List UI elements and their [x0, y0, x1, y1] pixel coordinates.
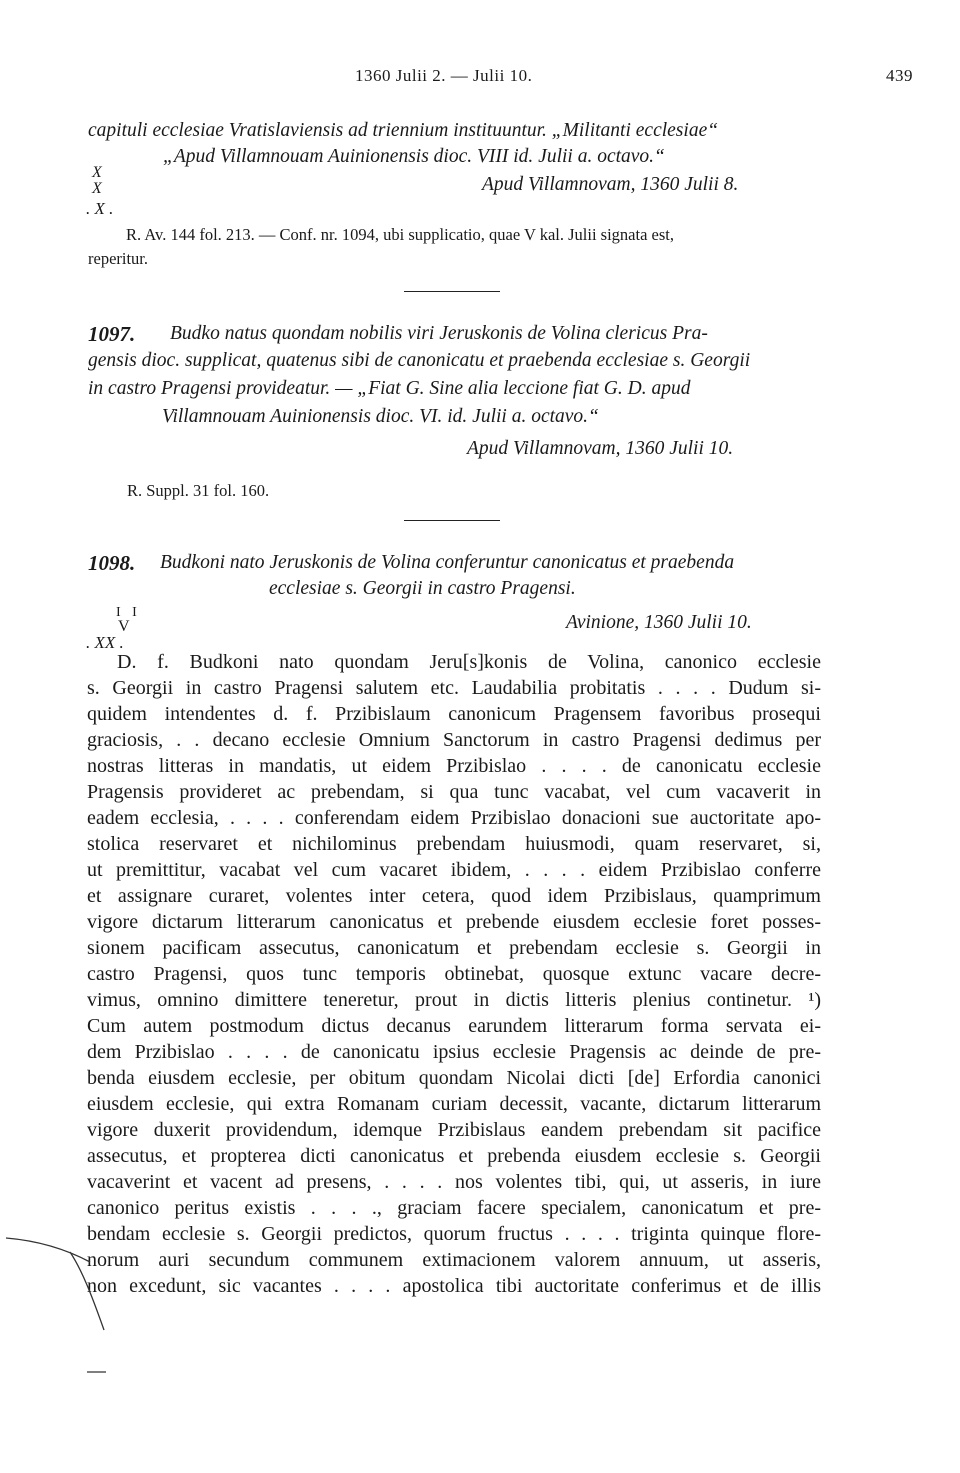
- body-line: canonico peritus existis . . . ., graciam facere specialem, canonicatum et pre-: [87, 1197, 821, 1219]
- entry-1097-line-1: Budko natus quondam nobilis viri Jeruskonis de Volina clericus Pra-: [170, 323, 708, 344]
- entry-1098-title-1: Budkoni nato Jeruskonis de Volina conferuntur canonicatus et praebenda: [160, 552, 735, 573]
- entry-1098-mark-bottom: . XX .: [86, 633, 124, 652]
- body-line: Cum autem postmodum dictus decanus earundem litterarum forma servata ei-: [87, 1015, 821, 1037]
- entry-1098-place-date: Avinione, 1360 Julii 10.: [566, 612, 752, 633]
- separator-rule: [404, 520, 500, 521]
- running-header: 1360 Julii 2. — Julii 10.: [355, 66, 533, 85]
- body-line: stolica reservaret et nichilominus prebendam huiusmodi, quam reservaret, si,: [87, 833, 821, 855]
- body-line: vimus, omnino dimittere teneretur, prout in dictis litteris plenius continetur. ¹): [87, 989, 821, 1011]
- entry-1097-source: R. Suppl. 31 fol. 160.: [127, 481, 270, 500]
- prev-entry-source-2: reperitur.: [88, 249, 149, 268]
- entry-1098-body: [87, 649, 821, 1299]
- body-line: vacaverint et vacent ad presens, . . . . nos volentes tibi, qui, ut asseris, in iure: [87, 1171, 821, 1193]
- entry-1098-mark-mid: V: [118, 618, 130, 635]
- body-line: norum auri secundum communem extimacionem valorem annuum, ut asseris,: [87, 1249, 821, 1271]
- prev-entry-place-date: Apud Villamnovam, 1360 Julii 8.: [482, 174, 739, 195]
- prev-entry-source-1: R. Av. 144 fol. 213. — Conf. nr. 1094, ubi supplicatio, quae V kal. Julii signata est,: [126, 225, 674, 244]
- body-line: vigore duxerit providendum, idemque Przibislaus eandem prebendam sit pacifice: [87, 1119, 821, 1141]
- body-line: graciosis, . . decano ecclesie Omnium Sanctorum in castro Pragensi dedimus per: [87, 729, 821, 751]
- body-line: dem Przibislao . . . . de canonicatu ipsius ecclesie Pragensis ac deinde de pre-: [87, 1041, 821, 1063]
- entry-1098-mark-top: I I: [116, 605, 141, 620]
- entry-1098-title-2: ecclesiae s. Georgii in castro Pragensi.: [269, 578, 576, 599]
- prev-mark-top: X: [92, 164, 102, 181]
- prev-mark-bottom: . X .: [86, 199, 114, 218]
- body-line: eadem ecclesia, . . . . conferendam eidem Przibislao donacioni sue auctoritate apo-: [87, 807, 821, 829]
- body-line: Pragensis provideret ac prebendam, si qua tunc vacabat, vel cum vacaverit in: [87, 781, 821, 803]
- entry-1097-line-2: gensis dioc. supplicat, quatenus sibi de canonicatu et praebenda ecclesiae s. Georgii: [88, 350, 751, 371]
- entry-number-1097: 1097.: [88, 322, 136, 346]
- body-line: nostras litteras in mandatis, ut eidem Przibislao . . . . de canonicatu ecclesie: [87, 755, 821, 777]
- body-line: sionem pacificam assecutus, canonicatum et prebendam ecclesie s. Georgii in: [87, 937, 821, 959]
- entry-1097-line-3: in castro Pragensi provideatur. — „Fiat G. Sine alia leccione fiat G. D. apud: [88, 378, 691, 399]
- margin-pen-stroke: [0, 1200, 140, 1340]
- body-line: s. Georgii in castro Pragensi salutem etc. Laudabilia probitatis . . . . Dudum si-: [87, 677, 821, 699]
- underline-stroke: [86, 1367, 108, 1377]
- body-line: vigore dictarum litterarum canonicatus et prebende eiusdem ecclesie foret posses-: [87, 911, 821, 933]
- body-line: D. f. Budkoni nato quondam Jeru[s]konis de Volina, canonico ecclesie: [117, 651, 821, 673]
- prev-mark-mid: X: [92, 180, 102, 197]
- body-line: eiusdem ecclesie, qui extra Romanam curiam decessit, vacante, dictarum litterarum: [87, 1093, 821, 1115]
- entry-1097-line-4: Villamnouam Auinionensis dioc. VI. id. Julii a. octavo.“: [162, 406, 599, 427]
- body-line: bendam ecclesie s. Georgii predictos, quorum fructus . . . . triginta quinque flore-: [87, 1223, 821, 1245]
- body-line: castro Pragensi, quos tunc temporis obtinebat, quosque extunc vacare decre-: [87, 963, 821, 985]
- page-number: 439: [886, 66, 913, 85]
- body-line: ut premittitur, vacabat vel cum vacaret ibidem, . . . . eidem Przibislao conferre: [87, 859, 821, 881]
- body-line: quidem intendentes d. f. Przibislaum canonicum Pragensem favoribus prosequi: [87, 703, 821, 725]
- separator-rule: [404, 291, 500, 292]
- body-line: assecutus, et propterea dicti canonicatus et prebenda eiusdem ecclesie s. Georgii: [87, 1145, 821, 1167]
- body-line: benda eiusdem ecclesie, per obitum quondam Nicolai dicti [de] Erfordia canonici: [87, 1067, 821, 1089]
- prev-entry-line-1: capituli ecclesiae Vratislaviensis ad triennium instituuntur. „Militanti ecclesiae“: [88, 120, 719, 141]
- body-line: non excedunt, sic vacantes . . . . apostolica tibi auctoritate conferimus et de illis: [87, 1275, 821, 1297]
- prev-entry-line-2: „Apud Villamnouam Auinionensis dioc. VIII id. Julii a. octavo.“: [163, 146, 665, 167]
- body-line: et assignare curaret, volentes inter cetera, quod idem Przibislaus, quamprimum: [87, 885, 821, 907]
- entry-1097-place-date: Apud Villamnovam, 1360 Julii 10.: [467, 438, 734, 459]
- entry-number-1098: 1098.: [88, 551, 136, 575]
